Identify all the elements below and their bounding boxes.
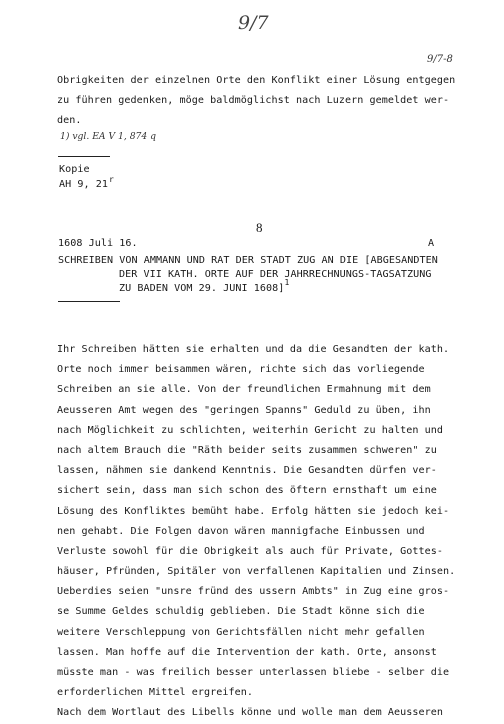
body-line: Ueberdies seien "unsre fründ des ussern Ambts" in Zug eine gros- xyxy=(57,586,450,598)
document-title-line-3 xyxy=(119,278,290,294)
body-line: Aeusseren Amt wegen des "geringen Spanns" Geduld zu üben, ihn xyxy=(57,404,431,416)
source-reference-sup: r xyxy=(109,175,114,184)
body-text xyxy=(57,340,497,724)
body-divider xyxy=(58,301,120,302)
body-line: weitere Verschleppung von Gerichtsfällen nicht mehr gefallen xyxy=(57,626,425,638)
title-footnote-mark: 1 xyxy=(284,278,290,287)
body-line: häuser, Pfründen, Spitäler von verfallenen Kapitalien und Zinsen. xyxy=(57,566,456,578)
body-line: sichert sein, dass man sich schon des öftern ernsthaft um eine xyxy=(57,485,437,497)
body-line: Ihr Schreiben hätten sie erhalten und da die Gesandten der kath. xyxy=(57,344,450,355)
document-title-line-1: SCHREIBEN VON AMMANN UND RAT DER STADT ZUG AN DIE [ABGESANDTEN xyxy=(58,255,438,266)
body-line: Orte noch immer beisammen wären, richte sich das vorliegende xyxy=(57,364,425,376)
document-number: 8 xyxy=(256,220,263,235)
intro-line-2: zu führen gedenken, möge baldmöglichst nach Luzern gemeldet wer- xyxy=(57,95,450,106)
document-date: 1608 Juli 16. xyxy=(58,238,138,249)
body-line: erforderlichen Mittel ergreifen. xyxy=(57,687,254,699)
source-kopie: Kopie xyxy=(59,164,90,175)
intro-line-3: den. xyxy=(57,115,82,126)
body-line: nach altem Brauch die "Räth beider seits zusammen schweren" zu xyxy=(57,444,437,456)
body-line: lassen, nähmen sie dankend Kenntnis. Die Gesandten dürfen ver- xyxy=(57,465,437,477)
body-line: müsste man - was freilich besser unterlassen bliebe - selber die xyxy=(57,667,450,678)
intro-line-1: Obrigkeiten der einzelnen Orte den Konflikt einer Lösung entgegen xyxy=(57,75,456,86)
document-title-line-2: DER VII KATH. ORTE AUF DER JAHRRECHNUNGS-TAGSATZUNG xyxy=(119,269,432,280)
body-line: Lösung des Konfliktes bemüht habe. Erfolg hätten sie jedoch kei- xyxy=(57,505,450,517)
handwritten-page-number: 9/7 xyxy=(238,12,269,34)
source-reference-text: AH 9, 21 xyxy=(59,179,109,190)
body-line: lassen. Man hoffe auf die Intervention der kath. Orte, ansonst xyxy=(57,646,437,658)
body-line: nen gehabt. Die Folgen davon wären mannigfache Einbussen und xyxy=(57,525,425,537)
document-title-line-3-text: ZU BADEN VOM 29. JUNI 1608] xyxy=(119,283,285,294)
footnote-previous: 1) vgl. EA V 1, 874 q xyxy=(60,131,157,142)
page-reference: 9/7-8 xyxy=(427,54,453,65)
source-reference xyxy=(59,175,114,190)
body-line: Verluste sowohl für die Obrigkeit als auch für Private, Gottes- xyxy=(57,545,443,557)
body-line: Schreiben an sie alle. Von der freundlichen Ermahnung mit dem xyxy=(57,384,431,396)
document-mark: A xyxy=(428,238,435,249)
body-line: Nach dem Wortlaut des Libells könne und wolle man dem Aeusseren xyxy=(57,707,443,719)
body-line: nach Möglichkeit zu schlichten, weiterhin Gericht zu halten und xyxy=(57,424,443,436)
body-line: se Summe Geldes schuldig geblieben. Die Stadt könne sich die xyxy=(57,606,425,618)
source-divider xyxy=(58,156,110,157)
